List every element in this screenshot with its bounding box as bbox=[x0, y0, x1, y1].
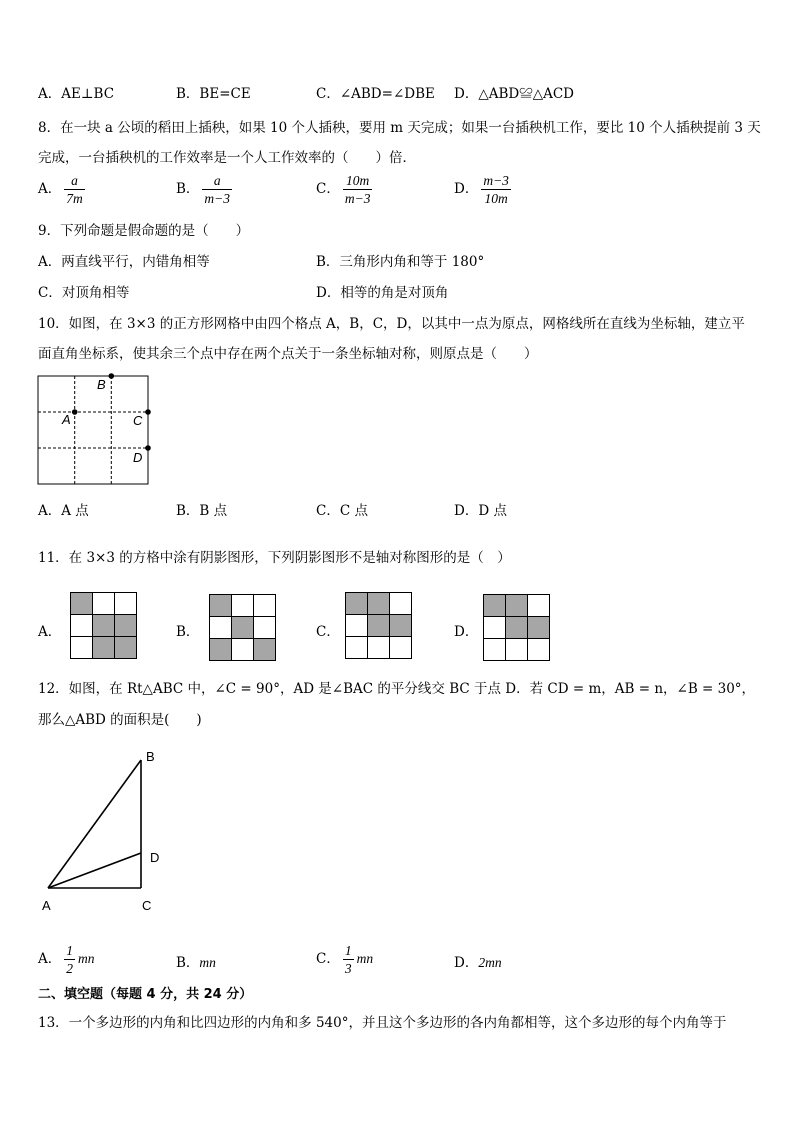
q12-stem-line1: 12．如图，在 Rt△ABC 中，∠C = 90°，AD 是∠BAC 的平分线交 BC 于点 D．若 CD = m，AB = n，∠B = 30°， bbox=[38, 681, 756, 697]
q9-option-a: A．两直线平行，内错角相等 bbox=[38, 254, 210, 270]
q12-option-b: B．mn bbox=[176, 955, 216, 971]
blank-cell bbox=[368, 637, 390, 659]
q9-option-c: C．对顶角相等 bbox=[38, 285, 130, 301]
shaded-cell bbox=[210, 595, 232, 617]
q12-option-d: D．2mn bbox=[454, 955, 502, 971]
point-c bbox=[145, 409, 151, 415]
point-a bbox=[72, 409, 78, 415]
q10-grid-figure bbox=[36, 372, 154, 486]
q12-option-c: C． $\frac{1}{3}$ mn bbox=[316, 943, 374, 976]
shaded-cell bbox=[115, 637, 137, 659]
label-b: B bbox=[146, 749, 155, 764]
label-c: C bbox=[133, 413, 143, 428]
q11-grid-c bbox=[345, 592, 412, 659]
shaded-cell bbox=[254, 639, 276, 661]
q7-option-a: A．AE⊥BC bbox=[38, 86, 115, 102]
blank-cell bbox=[93, 593, 115, 615]
blank-cell bbox=[115, 593, 137, 615]
blank-cell bbox=[528, 595, 550, 617]
q9-option-b: B．三角形内角和等于 180° bbox=[316, 254, 485, 270]
shaded-cell bbox=[368, 593, 390, 615]
blank-cell bbox=[390, 637, 412, 659]
q7-option-d: D．△ABD≌△ACD bbox=[454, 86, 574, 102]
blank-cell bbox=[528, 639, 550, 661]
blank-cell bbox=[232, 595, 254, 617]
blank-cell bbox=[232, 639, 254, 661]
shaded-cell bbox=[93, 637, 115, 659]
q10-option-a: A．A 点 bbox=[38, 503, 89, 519]
q11-option-c-letter: C． bbox=[316, 624, 340, 640]
label-b: B bbox=[97, 377, 106, 392]
q8-option-c: C． $\frac{10m}{m-3}$ bbox=[316, 173, 371, 206]
label-a: A bbox=[62, 412, 71, 427]
shaded-cell bbox=[506, 595, 528, 617]
shaded-cell bbox=[210, 639, 232, 661]
label-c: C bbox=[142, 898, 152, 913]
section-heading: 二、填空题（每题 4 分，共 24 分） bbox=[38, 987, 253, 1002]
blank-cell bbox=[484, 639, 506, 661]
blank-cell bbox=[71, 637, 93, 659]
q8-option-d: D． $\frac{m-3}{10m}$ bbox=[454, 173, 509, 206]
shaded-cell bbox=[346, 593, 368, 615]
q12-option-a: A． $\frac{1}{2}$ mn bbox=[38, 943, 95, 976]
shaded-cell bbox=[484, 595, 506, 617]
shaded-cell bbox=[368, 615, 390, 637]
q11-grid-a bbox=[70, 592, 137, 659]
shaded-cell bbox=[390, 615, 412, 637]
q8-option-a: A． $\frac{a}{7m}$ bbox=[38, 173, 83, 206]
blank-cell bbox=[346, 637, 368, 659]
shaded-cell bbox=[232, 617, 254, 639]
shaded-cell bbox=[71, 593, 93, 615]
q8-option-b: B． $\frac{a}{m-3}$ bbox=[176, 173, 231, 206]
q10-stem-line2: 面直角坐标系，使其余三个点中存在两个点关于一条坐标轴对称，则原点是（ ） bbox=[38, 346, 538, 362]
q11-option-d-letter: D． bbox=[454, 624, 479, 640]
blank-cell bbox=[210, 617, 232, 639]
blank-cell bbox=[484, 617, 506, 639]
blank-cell bbox=[254, 617, 276, 639]
point-d bbox=[145, 445, 151, 451]
q10-option-b: B．B 点 bbox=[176, 503, 228, 519]
blank-cell bbox=[254, 595, 276, 617]
label-a: A bbox=[42, 898, 51, 913]
shaded-cell bbox=[528, 617, 550, 639]
blank-cell bbox=[390, 593, 412, 615]
q7-option-b: B．BE=CE bbox=[176, 86, 251, 102]
point-b bbox=[109, 373, 115, 379]
q11-grid-b bbox=[209, 594, 276, 661]
label-d: D bbox=[133, 450, 143, 465]
q11-option-b-letter: B． bbox=[176, 624, 200, 640]
q11-grid-d bbox=[483, 594, 550, 661]
label-d: D bbox=[150, 850, 160, 865]
q13-stem: 13．一个多边形的内角和比四边形的内角和多 540°，并且这个多边形的各内角都相等，这个多边形的每个内角等于 bbox=[38, 1015, 727, 1031]
q12-triangle-figure bbox=[36, 742, 176, 917]
q8-stem-line1: 8．在一块 a 公顷的稻田上插秧，如果 10 个人插秧，要用 m 天完成；如果一台插秧机工作，要比 10 个人插秧提前 3 天 bbox=[38, 120, 761, 136]
blank-cell bbox=[346, 615, 368, 637]
blank-cell bbox=[506, 639, 528, 661]
q9-option-d: D．相等的角是对顶角 bbox=[316, 285, 449, 301]
q10-stem-line1: 10．如图，在 3×3 的正方形网格中由四个格点 A，B，C，D，以其中一点为原点，网格线所在直线为坐标轴，建立平 bbox=[38, 316, 745, 332]
q9-stem: 9．下列命题是假命题的是（ ） bbox=[38, 223, 250, 239]
shaded-cell bbox=[115, 615, 137, 637]
q10-option-c: C．C 点 bbox=[316, 503, 368, 519]
q12-stem-line2: 那么△ABD 的面积是( ) bbox=[38, 712, 202, 728]
shaded-cell bbox=[506, 617, 528, 639]
shaded-cell bbox=[93, 615, 115, 637]
q10-option-d: D．D 点 bbox=[454, 503, 507, 519]
blank-cell bbox=[71, 615, 93, 637]
q8-stem-line2: 完成，一台插秧机的工作效率是一个人工作效率的（ ）倍． bbox=[38, 150, 416, 166]
q11-option-a-letter: A． bbox=[38, 624, 62, 640]
q7-option-c: C．∠ABD=∠DBE bbox=[316, 86, 435, 102]
q11-stem: 11．在 3×3 的方格中涂有阴影图形，下列阴影图形不是轴对称图形的是（ ） bbox=[38, 550, 511, 566]
